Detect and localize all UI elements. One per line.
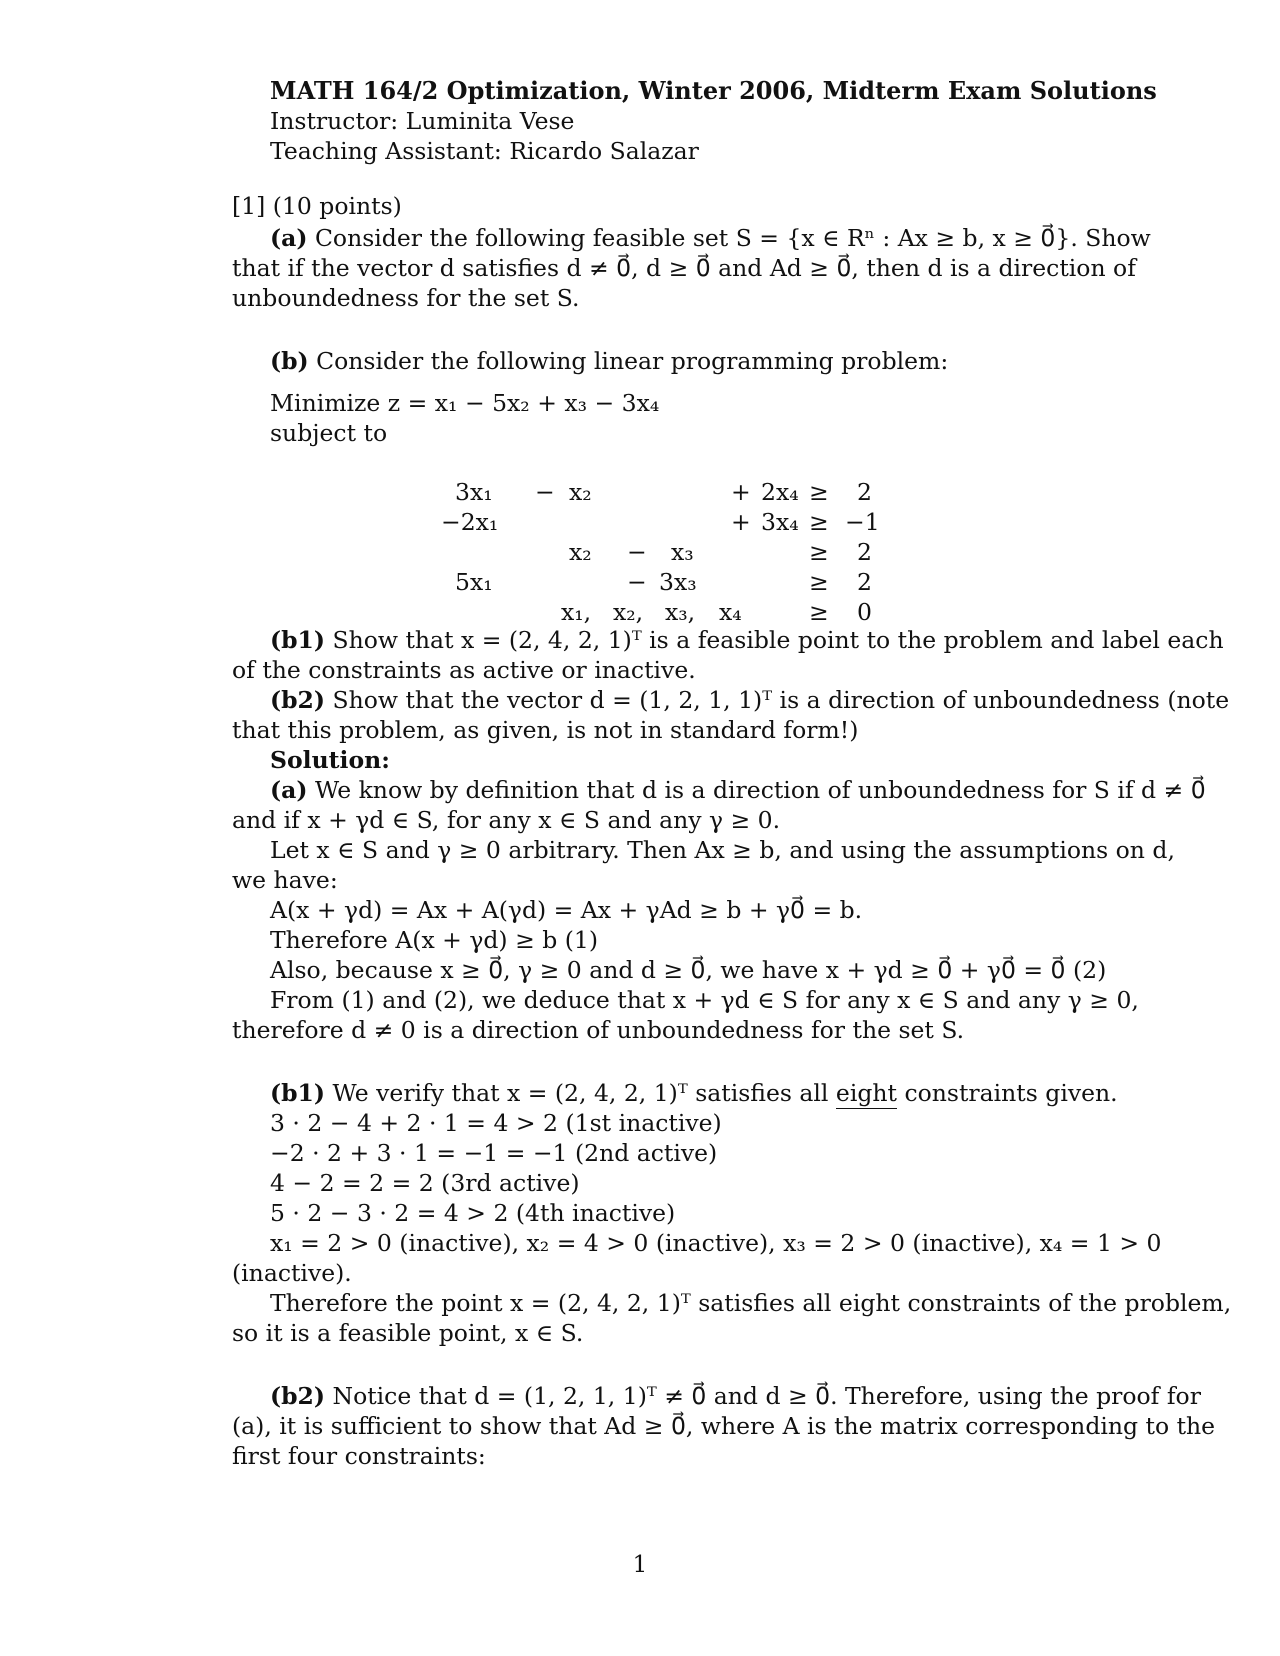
relation: ≥	[809, 478, 829, 506]
problem-a-label: (a)	[270, 224, 308, 252]
solution-a-label: (a)	[270, 776, 308, 804]
relation: ≥	[809, 508, 829, 536]
problem-b2-line2: that this problem, as given, is not in standard form!)	[232, 716, 859, 744]
problem-a-text1: Consider the following feasible set S = {x ∈ Rⁿ : Ax ≥ b, x ≥ 0⃗}. Show	[314, 224, 1151, 252]
problem-b1-line1	[270, 625, 1224, 655]
check-constraint-3: 4 − 2 = 2 = 2 (3rd active)	[270, 1169, 580, 1197]
emphasis-underline: eight	[835, 1079, 897, 1107]
rhs: 2	[857, 478, 872, 506]
operator: +	[731, 508, 751, 536]
solution-heading: Solution:	[270, 746, 390, 774]
term: x₂,	[613, 598, 644, 626]
problem-a-line2: that if the vector d satisfies d ≠ 0⃗, d ≥ 0⃗ and Ad ≥ 0⃗, then d is a direction of	[232, 254, 1136, 282]
solution-a-line8: From (1) and (2), we deduce that x + γd ∈ S for any x ∈ S and any γ ≥ 0,	[270, 986, 1139, 1014]
document-title: MATH 164/2 Optimization, Winter 2006, Midterm Exam Solutions	[270, 76, 1157, 105]
solution-a-text1: We know by definition that d is a direction of unboundedness for S if d ≠ 0⃗	[314, 776, 1206, 804]
term: 3x₁	[455, 478, 493, 506]
feasibility-conclusion2: so it is a feasible point, x ∈ S.	[232, 1319, 584, 1347]
problem-b1-label: (b1)	[270, 626, 326, 654]
check-constraint-1: 3 · 2 − 4 + 2 · 1 = 4 > 2 (1st inactive)	[270, 1109, 722, 1137]
solution-a-line4: we have:	[232, 866, 338, 894]
solution-a-line9: therefore d ≠ 0 is a direction of unboundedness for the set S.	[232, 1016, 965, 1044]
problem-heading: [1] (10 points)	[232, 192, 402, 220]
check-constraint-2: −2 · 2 + 3 · 1 = −1 = −1 (2nd active)	[270, 1139, 718, 1167]
term: x₂	[569, 538, 592, 566]
solution-b1-label: (b1)	[270, 1079, 326, 1107]
page-number: 1	[632, 1552, 648, 1578]
solution-b2-label: (b2)	[270, 1382, 326, 1410]
solution-b1-pre: We verify that x = (2, 4, 2, 1)ᵀ satisfies all	[332, 1079, 829, 1107]
operator: −	[627, 568, 647, 596]
solution-b2-text1: Notice that d = (1, 2, 1, 1)ᵀ ≠ 0⃗ and d ≥ 0⃗. Therefore, using the proof for	[332, 1382, 1201, 1410]
ta-line: Teaching Assistant: Ricardo Salazar	[270, 137, 699, 165]
problem-b-text: Consider the following linear programming problem:	[316, 347, 949, 375]
solution-a-line3: Let x ∈ S and γ ≥ 0 arbitrary. Then Ax ≥ b, and using the assumptions on d,	[270, 836, 1175, 864]
operator: −	[627, 538, 647, 566]
term: 3x₄	[761, 508, 799, 536]
rhs: 2	[857, 568, 872, 596]
solution-a-line5: A(x + γd) = Ax + A(γd) = Ax + γAd ≥ b + γ0⃗ = b.	[270, 896, 863, 924]
solution-b2-line3: first four constraints:	[232, 1442, 486, 1470]
term: 5x₁	[455, 568, 493, 596]
relation: ≥	[809, 568, 829, 596]
problem-b2-line1	[270, 685, 1229, 715]
solution-b2-line2: (a), it is sufficient to show that Ad ≥ 0⃗, where A is the matrix corresponding to the	[232, 1412, 1216, 1440]
solution-a-line1	[270, 775, 1206, 805]
operator: −	[535, 478, 555, 506]
solution-a-line2: and if x + γd ∈ S, for any x ∈ S and any γ ≥ 0.	[232, 806, 781, 834]
term: x₄	[719, 598, 742, 626]
term: x₂	[569, 478, 592, 506]
rhs: −1	[845, 508, 880, 536]
problem-b1-text1: Show that x = (2, 4, 2, 1)ᵀ is a feasible point to the problem and label each	[332, 626, 1224, 654]
solution-a-line7: Also, because x ≥ 0⃗, γ ≥ 0 and d ≥ 0⃗, we have x + γd ≥ 0⃗ + γ0⃗ = 0⃗ (2)	[270, 956, 1107, 984]
term: 2x₄	[761, 478, 799, 506]
problem-b2-label: (b2)	[270, 686, 326, 714]
instructor-line: Instructor: Luminita Vese	[270, 107, 575, 135]
solution-b2-line1	[270, 1381, 1201, 1411]
rhs: 0	[857, 598, 872, 626]
check-constraint-4: 5 · 2 − 3 · 2 = 4 > 2 (4th inactive)	[270, 1199, 676, 1227]
term: x₁,	[561, 598, 592, 626]
term: 3x₃	[659, 568, 697, 596]
subject-to: subject to	[270, 419, 388, 447]
objective-function: Minimize z = x₁ − 5x₂ + x₃ − 3x₄	[270, 389, 660, 417]
problem-b2-text1: Show that the vector d = (1, 2, 1, 1)ᵀ is a direction of unboundedness (note	[332, 686, 1230, 714]
relation: ≥	[809, 538, 829, 566]
rhs: 2	[857, 538, 872, 566]
solution-b1-post: constraints given.	[904, 1079, 1118, 1107]
check-nonnegativity: x₁ = 2 > 0 (inactive), x₂ = 4 > 0 (inactive), x₃ = 2 > 0 (inactive), x₄ = 1 > 0	[270, 1229, 1162, 1257]
problem-b-line	[270, 346, 948, 376]
solution-b1-line1	[270, 1078, 1118, 1108]
problem-a-line3: unboundedness for the set S.	[232, 284, 580, 312]
feasibility-conclusion1: Therefore the point x = (2, 4, 2, 1)ᵀ satisfies all eight constraints of the problem,	[270, 1289, 1232, 1317]
check-nonnegativity-cont: (inactive).	[232, 1259, 352, 1287]
problem-a-line1	[270, 223, 1151, 253]
term: x₃	[671, 538, 694, 566]
problem-b1-line2: of the constraints as active or inactive.	[232, 656, 696, 684]
operator: +	[731, 478, 751, 506]
term: x₃,	[665, 598, 696, 626]
term: −2x₁	[441, 508, 499, 536]
relation: ≥	[809, 598, 829, 626]
problem-b-label: (b)	[270, 347, 309, 375]
solution-a-line6: Therefore A(x + γd) ≥ b (1)	[270, 926, 599, 954]
